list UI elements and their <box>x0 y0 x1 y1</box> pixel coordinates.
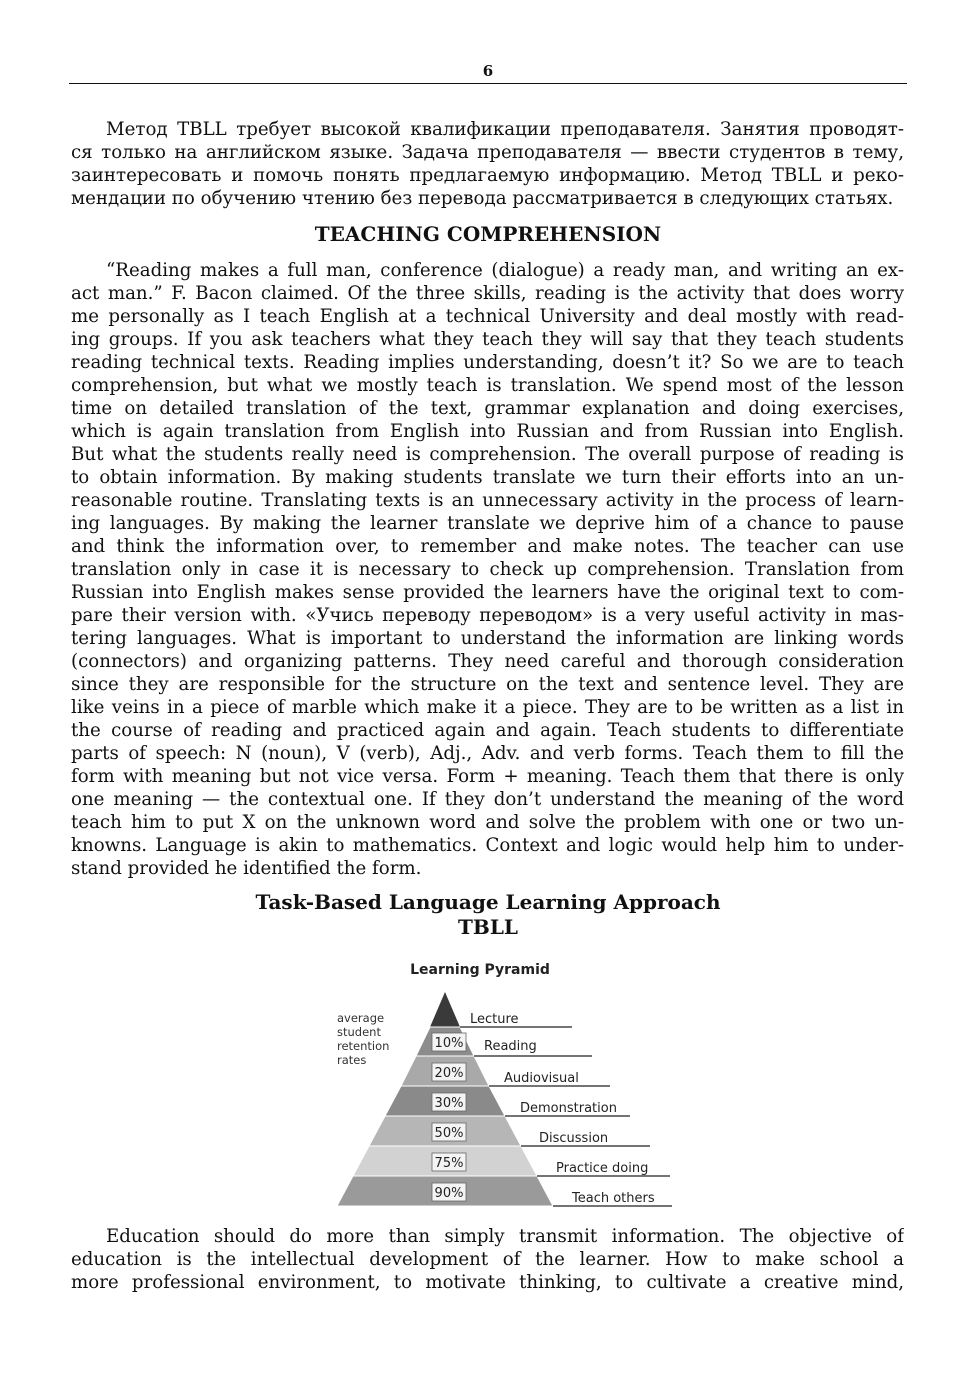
text-line: pare their version with. «Учись переводу переводом» is a very useful activity in mas- <box>71 605 904 626</box>
text-line: since they are responsible for the structure on the text and sentence level. They are <box>71 674 904 695</box>
text-line: form with meaning but not vice versa. Form + meaning. Teach them that there is only <box>71 766 904 787</box>
percent-box <box>432 1093 466 1111</box>
text-line: parts of speech: N (noun), V (verb), Adj., Adv. and verb forms. Teach them to fill the <box>71 743 904 764</box>
pyramid-level-lecture <box>430 992 460 1027</box>
percent-label: 90% <box>434 1186 464 1201</box>
text-line: reasonable routine. Translating texts is an unnecessary activity in the process of learn- <box>71 490 904 511</box>
side-label-line: retention <box>337 1039 390 1053</box>
text-line: me personally as I teach English at a technical University and deal mostly with read- <box>71 306 904 327</box>
text-line: Russian into English makes sense provided the learners have the original text to com- <box>71 582 904 603</box>
text-line: But what the students really need is comprehension. The overall purpose of reading is <box>71 444 904 465</box>
text-line: “Reading makes a full man, conference (dialogue) a ready man, and writing an ex- <box>106 260 904 281</box>
text-line: to obtain information. By making students translate we turn their efforts into an un- <box>71 467 904 488</box>
text-line: the course of reading and practiced again and again. Teach students to differentiate <box>71 720 904 741</box>
level-label-demonstration: Demonstration <box>520 1101 617 1116</box>
percent-box <box>432 1063 466 1081</box>
percent-box <box>432 1033 466 1051</box>
figure-subtitle: TBLL <box>458 915 518 939</box>
side-label <box>337 1011 389 1067</box>
text-line: заинтересовать и помочь понять предлагаемую информацию. Метод TBLL и реко- <box>71 165 904 186</box>
percent-label: 30% <box>434 1096 464 1111</box>
text-line: Метод TBLL требует высокой квалификации преподавателя. Занятия проводят- <box>106 119 904 140</box>
section-heading: TEACHING COMPREHENSION <box>314 222 662 246</box>
percent-label: 20% <box>434 1066 464 1081</box>
text-line: ing languages. By making the learner translate we deprive him of a chance to pause <box>71 513 904 534</box>
percent-box <box>432 1123 466 1141</box>
text-line: ся только на английском языке. Задача преподавателя — ввести студентов в тему, <box>71 142 904 163</box>
level-label-discussion: Discussion <box>539 1131 609 1146</box>
text-line: which is again translation from English into Russian and from Russian into English. <box>71 421 904 442</box>
text-line: time on detailed translation of the text, grammar explanation and doing exercises, <box>71 398 904 419</box>
text-line: one meaning — the contextual one. If they don’t understand the meaning of the word <box>71 789 904 810</box>
main-paragraph <box>71 259 904 880</box>
intro-paragraph <box>71 118 904 210</box>
text-line: and think the information over, to remember and make notes. The teacher can use <box>71 536 904 557</box>
side-label-line: average <box>337 1011 385 1025</box>
text-line: knowns. Language is akin to mathematics. Context and logic would help him to under- <box>71 835 904 856</box>
percent-label: 50% <box>434 1126 464 1141</box>
text-line: stand provided he identified the form. <box>71 858 422 879</box>
closing-paragraph <box>71 1225 904 1294</box>
side-label-line: student <box>337 1025 381 1039</box>
text-line: ing groups. If you ask teachers what they teach they will say that they teach students <box>71 329 904 350</box>
figure-title: Task-Based Language Learning Approach <box>255 890 721 914</box>
text-line: act man.” F. Bacon claimed. Of the three skills, reading is the activity that does worry <box>71 283 904 304</box>
side-label-line: rates <box>337 1053 367 1067</box>
text-line: teach him to put X on the unknown word and solve the problem with one or two un- <box>71 812 904 833</box>
text-line: мендации по обучению чтению без перевода рассматривается в следующих статьях. <box>71 188 894 209</box>
level-label-teach-others: Teach others <box>572 1191 655 1206</box>
level-label-reading: Reading <box>484 1039 537 1054</box>
level-label-audiovisual: Audiovisual <box>504 1071 579 1086</box>
text-line: education is the intellectual development of the learner. How to make school a <box>71 1249 904 1270</box>
page-number: 6 <box>482 62 494 80</box>
text-line: reading technical texts. Reading implies understanding, doesn’t it? So we are to teach <box>71 352 904 373</box>
percent-box <box>432 1183 466 1201</box>
level-label-practice-doing: Practice doing <box>556 1161 649 1176</box>
text-line: (connectors) and organizing patterns. They need careful and thorough consideration <box>71 651 904 672</box>
header-rule <box>69 83 907 84</box>
percent-box <box>432 1153 466 1171</box>
text-line: comprehension, but what we mostly teach is translation. We spend most of the lesson <box>71 375 904 396</box>
text-line: translation only in case it is necessary to check up comprehension. Translation from <box>71 559 904 580</box>
level-label-lecture: Lecture <box>470 1012 519 1027</box>
text-line: more professional environment, to motivate thinking, to cultivate a creative mind, <box>71 1272 904 1293</box>
percent-label: 75% <box>434 1156 464 1171</box>
text-line: Education should do more than simply transmit information. The objective of <box>106 1226 904 1247</box>
text-line: like veins in a piece of marble which make it a piece. They are to be written as a list in <box>71 697 904 718</box>
pyramid-title: Learning Pyramid <box>410 962 550 978</box>
learning-pyramid-diagram <box>320 952 680 1214</box>
text-line: tering languages. What is important to understand the information are linking words <box>71 628 904 649</box>
percent-label: 10% <box>434 1036 464 1051</box>
